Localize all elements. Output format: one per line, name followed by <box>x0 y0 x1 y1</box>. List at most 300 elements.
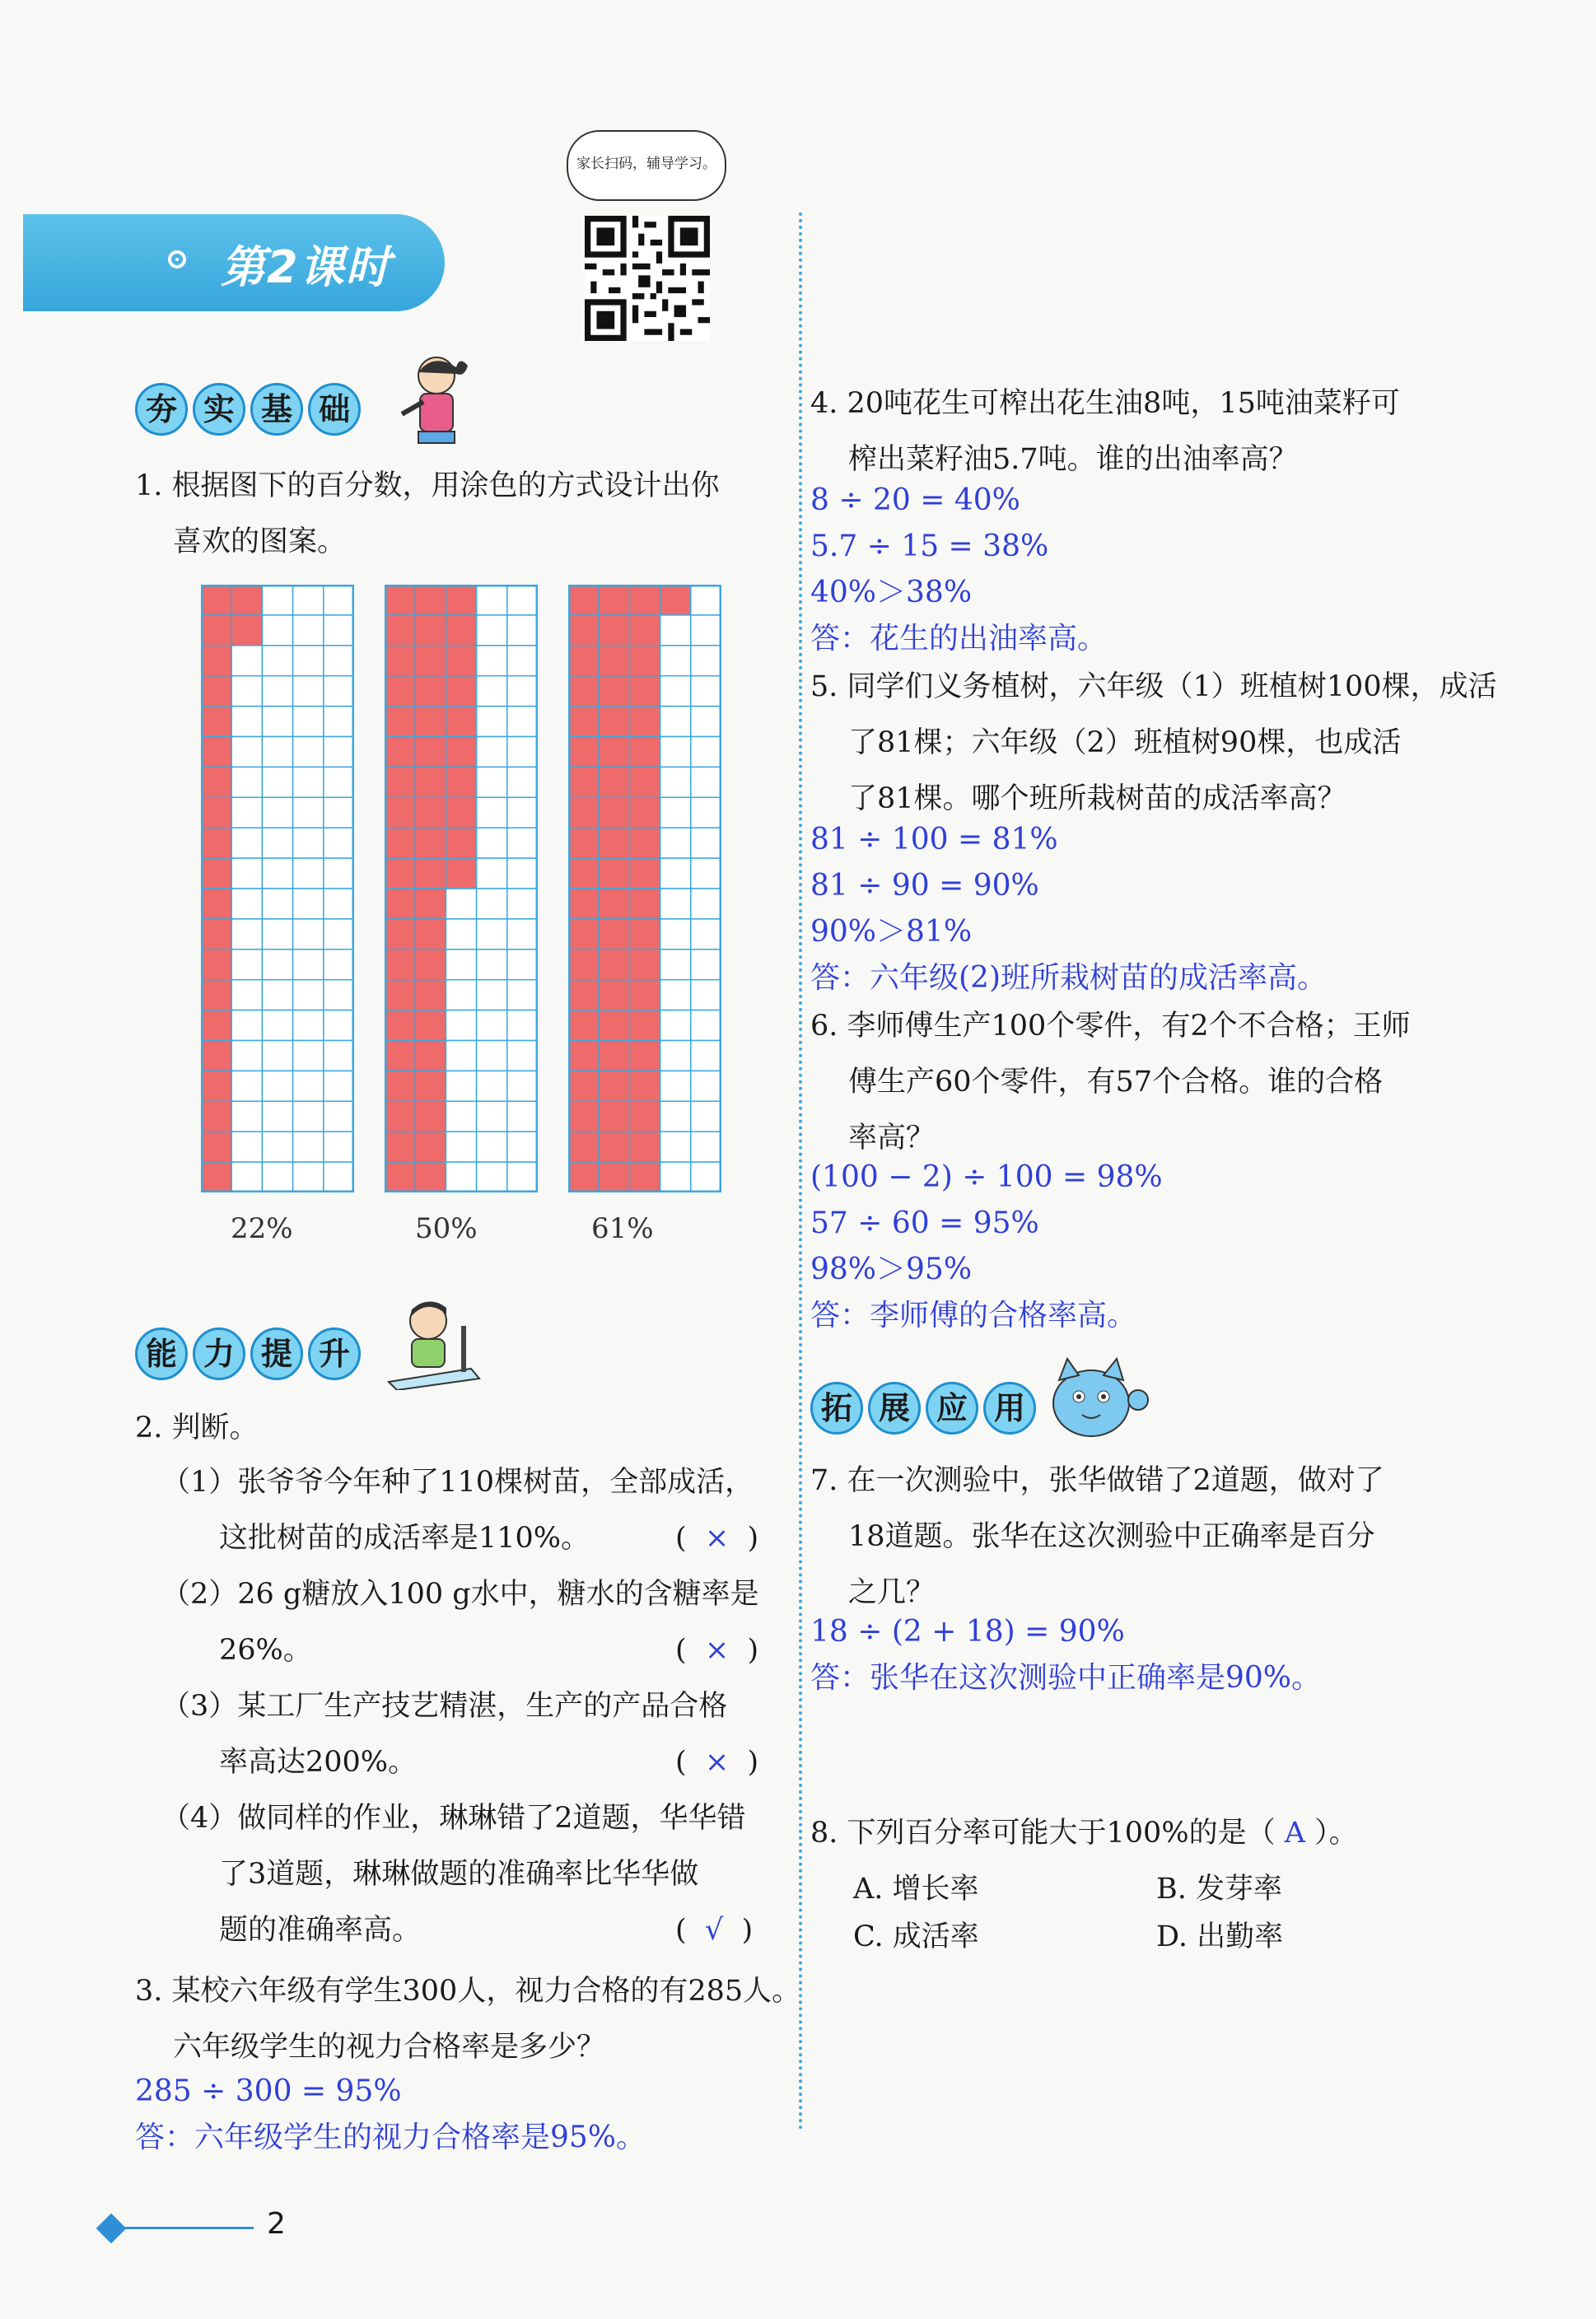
empty-cell <box>691 1041 721 1071</box>
empty-cell <box>477 980 507 1010</box>
empty-cell <box>660 828 691 858</box>
filled-cell <box>629 858 660 889</box>
filled-cell <box>629 676 660 707</box>
empty-cell <box>477 858 507 889</box>
filled-cell <box>629 646 660 676</box>
q2-mark-1: ( × ) <box>675 1522 759 1555</box>
percent-grid-22 <box>201 585 354 1192</box>
filled-cell <box>629 889 660 919</box>
empty-cell <box>293 615 324 646</box>
empty-cell <box>477 676 507 707</box>
badge-char: 应 <box>926 1382 978 1435</box>
q2-item-text: 率高达200%。 <box>219 1746 418 1779</box>
filled-cell <box>415 889 446 919</box>
empty-cell <box>660 767 691 797</box>
filled-cell <box>415 1162 446 1192</box>
empty-cell <box>231 919 262 950</box>
empty-cell <box>324 615 354 646</box>
filled-cell <box>446 585 476 615</box>
filled-cell <box>201 767 231 797</box>
filled-cell <box>385 1010 415 1041</box>
q3-answer: 285 ÷ 300 = 95% <box>135 2074 402 2108</box>
q4-text: 4. 20吨花生可榨出花生油8吨，15吨油菜籽可 <box>810 387 1400 420</box>
empty-cell <box>477 767 507 797</box>
empty-cell <box>231 889 262 919</box>
filled-cell <box>599 1041 629 1071</box>
q8-stem-end: ）。 <box>1314 1817 1358 1850</box>
filled-cell <box>599 980 629 1010</box>
empty-cell <box>507 1071 538 1101</box>
empty-cell <box>691 858 721 889</box>
empty-cell <box>446 950 476 980</box>
empty-cell <box>477 1010 507 1041</box>
filled-cell <box>415 737 446 768</box>
empty-cell <box>507 828 538 858</box>
q5-answer: 答：六年级(2)班所栽树苗的成活率高。 <box>810 961 1327 995</box>
filled-cell <box>385 737 415 768</box>
filled-cell <box>599 1010 629 1041</box>
filled-cell <box>446 737 476 768</box>
empty-cell <box>231 707 262 737</box>
filled-cell <box>415 797 446 828</box>
filled-cell <box>629 1132 660 1162</box>
empty-cell <box>691 646 721 676</box>
empty-cell <box>262 1101 292 1132</box>
filled-cell <box>201 980 231 1010</box>
filled-cell <box>660 585 691 615</box>
q2-item-text: 26%。 <box>219 1634 312 1667</box>
q5-answer: 81 ÷ 90 = 90% <box>810 869 1039 903</box>
filled-cell <box>568 615 599 646</box>
filled-cell <box>599 858 629 889</box>
q2-item-text: （2）26 g糖放入100 g水中，糖水的含糖率是 <box>161 1578 759 1611</box>
filled-cell <box>385 585 415 615</box>
empty-cell <box>477 950 507 980</box>
empty-cell <box>507 1162 538 1192</box>
filled-cell <box>629 1101 660 1132</box>
filled-cell <box>599 767 629 797</box>
q4-answer: 5.7 ÷ 15 = 38% <box>810 530 1049 563</box>
q2-item-text: （1）张爷爷今年种了110棵树苗，全部成活， <box>161 1466 754 1499</box>
filled-cell <box>629 707 660 737</box>
filled-cell <box>568 707 599 737</box>
filled-cell <box>385 646 415 676</box>
filled-cell <box>201 1071 231 1101</box>
filled-cell <box>385 1071 415 1101</box>
filled-cell <box>599 1101 629 1132</box>
empty-cell <box>477 707 507 737</box>
badge-char: 基 <box>250 383 303 436</box>
empty-cell <box>660 797 691 828</box>
empty-cell <box>507 615 538 646</box>
empty-cell <box>446 1041 476 1071</box>
empty-cell <box>477 1101 507 1132</box>
empty-cell <box>293 797 324 828</box>
empty-cell <box>262 1132 292 1162</box>
filled-cell <box>385 919 415 950</box>
empty-cell <box>262 707 292 737</box>
empty-cell <box>691 615 721 646</box>
cat-mascot-icon <box>1046 1354 1153 1444</box>
empty-cell <box>507 676 538 707</box>
filled-cell <box>385 767 415 797</box>
empty-cell <box>477 797 507 828</box>
empty-cell <box>324 828 354 858</box>
q6-answer: 98%＞95% <box>810 1253 973 1286</box>
empty-cell <box>507 707 538 737</box>
q3-answer: 答：六年级学生的视力合格率是95%。 <box>135 2121 646 2154</box>
empty-cell <box>691 980 721 1010</box>
filled-cell <box>201 1162 231 1192</box>
empty-cell <box>262 646 292 676</box>
empty-cell <box>660 737 691 768</box>
q2-mark-3: ( × ) <box>675 1746 759 1779</box>
filled-cell <box>415 858 446 889</box>
q6-text: 6. 李师傅生产100个零件，有2个不合格；王师 <box>810 1010 1411 1043</box>
q1-text: 喜欢的图案。 <box>173 525 347 558</box>
filled-cell <box>385 1041 415 1071</box>
filled-cell <box>629 919 660 950</box>
filled-cell <box>201 950 231 980</box>
empty-cell <box>324 646 354 676</box>
empty-cell <box>324 707 354 737</box>
filled-cell <box>568 1071 599 1101</box>
filled-cell <box>201 797 231 828</box>
empty-cell <box>293 585 324 615</box>
filled-cell <box>385 1101 415 1132</box>
filled-cell <box>415 1041 446 1071</box>
empty-cell <box>262 797 292 828</box>
badge-char: 实 <box>193 383 245 436</box>
q2-item-text: 了3道题，琳琳做题的准确率比华华做 <box>219 1858 699 1891</box>
empty-cell <box>293 1041 324 1071</box>
filled-cell <box>568 1132 599 1162</box>
empty-cell <box>324 1041 354 1071</box>
filled-cell <box>599 1162 629 1192</box>
empty-cell <box>691 585 721 615</box>
empty-cell <box>324 889 354 919</box>
filled-cell <box>568 676 599 707</box>
empty-cell <box>293 1162 324 1192</box>
filled-cell <box>415 1010 446 1041</box>
lesson-banner <box>23 214 445 311</box>
empty-cell <box>507 646 538 676</box>
section-extend-badge <box>810 1382 1036 1435</box>
badge-char: 能 <box>135 1327 188 1380</box>
empty-cell <box>507 858 538 889</box>
grid-label: 61% <box>591 1212 654 1245</box>
filled-cell <box>201 858 231 889</box>
q2-title: 2. 判断。 <box>135 1411 259 1444</box>
q8-stem <box>810 1805 1358 1861</box>
empty-cell <box>507 950 538 980</box>
empty-cell <box>691 1162 721 1192</box>
empty-cell <box>324 737 354 768</box>
filled-cell <box>385 1162 415 1192</box>
empty-cell <box>660 707 691 737</box>
filled-cell <box>385 950 415 980</box>
filled-cell <box>599 797 629 828</box>
filled-cell <box>415 1071 446 1101</box>
judgement-mark: √ <box>704 1914 724 1947</box>
filled-cell <box>568 950 599 980</box>
empty-cell <box>231 1162 262 1192</box>
q5-text: 了81棵；六年级（2）班植树90棵，也成活 <box>848 726 1402 759</box>
empty-cell <box>660 919 691 950</box>
empty-cell <box>477 828 507 858</box>
column-divider <box>799 212 802 2131</box>
empty-cell <box>507 1101 538 1132</box>
filled-cell <box>201 889 231 919</box>
filled-cell <box>446 646 476 676</box>
q3-text: 3. 某校六年级有学生300人，视力合格的有285人。 <box>135 1975 801 2008</box>
empty-cell <box>324 919 354 950</box>
filled-cell <box>568 919 599 950</box>
empty-cell <box>324 767 354 797</box>
empty-cell <box>507 767 538 797</box>
empty-cell <box>293 646 324 676</box>
q2-item-text: 这批树苗的成活率是110%。 <box>219 1522 590 1555</box>
boy-studying-icon <box>380 1293 486 1390</box>
empty-cell <box>324 1101 354 1132</box>
empty-cell <box>477 1071 507 1101</box>
empty-cell <box>446 980 476 1010</box>
badge-char: 升 <box>308 1327 361 1380</box>
filled-cell <box>446 615 476 646</box>
filled-cell <box>599 676 629 707</box>
filled-cell <box>446 707 476 737</box>
filled-cell <box>629 585 660 615</box>
empty-cell <box>507 980 538 1010</box>
filled-cell <box>568 1010 599 1041</box>
judgement-mark: × <box>704 1522 730 1555</box>
empty-cell <box>324 585 354 615</box>
filled-cell <box>201 615 231 646</box>
empty-cell <box>231 980 262 1010</box>
filled-cell <box>629 1071 660 1101</box>
empty-cell <box>691 797 721 828</box>
q4-answer: 答：花生的出油率高。 <box>810 622 1108 656</box>
filled-cell <box>415 828 446 858</box>
empty-cell <box>324 1010 354 1041</box>
badge-char: 拓 <box>810 1382 863 1435</box>
empty-cell <box>262 858 292 889</box>
q5-answer: 81 ÷ 100 = 81% <box>810 823 1058 856</box>
empty-cell <box>324 980 354 1010</box>
empty-cell <box>293 707 324 737</box>
empty-cell <box>293 1071 324 1101</box>
footer-line <box>122 2227 254 2229</box>
filled-cell <box>201 1041 231 1071</box>
empty-cell <box>231 1071 262 1101</box>
filled-cell <box>568 585 599 615</box>
empty-cell <box>507 797 538 828</box>
empty-cell <box>324 858 354 889</box>
filled-cell <box>599 889 629 919</box>
empty-cell <box>477 1041 507 1071</box>
empty-cell <box>262 1041 292 1071</box>
filled-cell <box>201 676 231 707</box>
empty-cell <box>262 980 292 1010</box>
empty-cell <box>324 1132 354 1162</box>
badge-char: 力 <box>193 1327 245 1380</box>
empty-cell <box>262 919 292 950</box>
empty-cell <box>231 828 262 858</box>
filled-cell <box>599 828 629 858</box>
empty-cell <box>691 1132 721 1162</box>
empty-cell <box>660 858 691 889</box>
q7-text: 7. 在一次测验中，张华做错了2道题，做对了 <box>810 1464 1384 1497</box>
grid-label: 22% <box>231 1212 293 1245</box>
empty-cell <box>231 1010 262 1041</box>
filled-cell <box>385 889 415 919</box>
empty-cell <box>262 737 292 768</box>
girl-writing-icon <box>385 349 476 448</box>
empty-cell <box>262 828 292 858</box>
filled-cell <box>446 828 476 858</box>
q2-item-text: （3）某工厂生产技艺精湛，生产的产品合格 <box>161 1690 728 1723</box>
filled-cell <box>629 950 660 980</box>
q3-text: 六年级学生的视力合格率是多少？ <box>173 2031 606 2064</box>
filled-cell <box>385 858 415 889</box>
empty-cell <box>477 646 507 676</box>
empty-cell <box>324 1162 354 1192</box>
filled-cell <box>385 707 415 737</box>
badge-char: 展 <box>868 1382 921 1435</box>
q8-option-c: C. 成活率 <box>853 1920 979 1953</box>
q7-text: 18道题。张华在这次测验中正确率是百分 <box>848 1520 1375 1553</box>
filled-cell <box>568 980 599 1010</box>
judgement-mark: × <box>704 1746 730 1779</box>
filled-cell <box>415 615 446 646</box>
empty-cell <box>477 1132 507 1162</box>
filled-cell <box>201 737 231 768</box>
q5-answer: 90%＞81% <box>810 915 973 949</box>
empty-cell <box>660 980 691 1010</box>
lesson-title: 第2课时 <box>221 241 392 293</box>
empty-cell <box>446 1162 476 1192</box>
filled-cell <box>201 828 231 858</box>
filled-cell <box>415 980 446 1010</box>
section-ability-badge <box>135 1327 361 1380</box>
empty-cell <box>293 1010 324 1041</box>
empty-cell <box>446 889 476 919</box>
empty-cell <box>477 1162 507 1192</box>
empty-cell <box>477 737 507 768</box>
empty-cell <box>446 1132 476 1162</box>
empty-cell <box>231 767 262 797</box>
empty-cell <box>231 1041 262 1071</box>
filled-cell <box>629 737 660 768</box>
empty-cell <box>231 797 262 828</box>
q6-answer: 57 ÷ 60 = 95% <box>810 1206 1039 1240</box>
empty-cell <box>446 1010 476 1041</box>
empty-cell <box>324 797 354 828</box>
empty-cell <box>691 1010 721 1041</box>
filled-cell <box>385 676 415 707</box>
q2-mark-2: ( × ) <box>675 1634 759 1667</box>
filled-cell <box>599 737 629 768</box>
empty-cell <box>446 919 476 950</box>
empty-cell <box>262 767 292 797</box>
empty-cell <box>691 737 721 768</box>
filled-cell <box>415 919 446 950</box>
empty-cell <box>507 737 538 768</box>
empty-cell <box>324 676 354 707</box>
empty-cell <box>324 950 354 980</box>
filled-cell <box>629 980 660 1010</box>
filled-cell <box>599 919 629 950</box>
empty-cell <box>293 676 324 707</box>
q6-text: 率高？ <box>848 1122 936 1155</box>
filled-cell <box>415 1132 446 1162</box>
filled-cell <box>599 585 629 615</box>
filled-cell <box>201 585 231 615</box>
q8-answer: A <box>1284 1817 1306 1850</box>
empty-cell <box>231 676 262 707</box>
filled-cell <box>446 676 476 707</box>
judgement-mark: × <box>704 1634 730 1667</box>
filled-cell <box>446 797 476 828</box>
filled-cell <box>599 707 629 737</box>
empty-cell <box>262 585 292 615</box>
filled-cell <box>201 1010 231 1041</box>
empty-cell <box>660 1010 691 1041</box>
empty-cell <box>446 1071 476 1101</box>
filled-cell <box>201 1132 231 1162</box>
empty-cell <box>691 889 721 919</box>
filled-cell <box>568 1101 599 1132</box>
empty-cell <box>660 1071 691 1101</box>
q8-option-b: B. 发芽率 <box>1156 1873 1282 1906</box>
filled-cell <box>568 646 599 676</box>
filled-cell <box>599 646 629 676</box>
empty-cell <box>293 737 324 768</box>
filled-cell <box>201 919 231 950</box>
empty-cell <box>477 615 507 646</box>
filled-cell <box>415 767 446 797</box>
filled-cell <box>629 828 660 858</box>
filled-cell <box>599 615 629 646</box>
empty-cell <box>507 1132 538 1162</box>
empty-cell <box>507 1041 538 1071</box>
empty-cell <box>293 1101 324 1132</box>
empty-cell <box>293 980 324 1010</box>
filled-cell <box>568 767 599 797</box>
empty-cell <box>231 1132 262 1162</box>
badge-char: 夯 <box>135 383 188 436</box>
empty-cell <box>231 858 262 889</box>
filled-cell <box>415 1101 446 1132</box>
filled-cell <box>629 797 660 828</box>
empty-cell <box>262 1010 292 1041</box>
empty-cell <box>293 828 324 858</box>
q6-text: 傅生产60个零件，有57个合格。谁的合格 <box>848 1066 1384 1099</box>
qr-code-icon <box>585 216 710 341</box>
filled-cell <box>385 980 415 1010</box>
empty-cell <box>691 707 721 737</box>
q7-answer: 18 ÷ (2 + 18) = 90% <box>810 1615 1125 1649</box>
q8-option-d: D. 出勤率 <box>1156 1920 1284 1953</box>
filled-cell <box>415 585 446 615</box>
filled-cell <box>629 615 660 646</box>
empty-cell <box>293 919 324 950</box>
empty-cell <box>293 950 324 980</box>
q7-answer: 答：张华在这次测验中正确率是90%。 <box>810 1661 1322 1695</box>
empty-cell <box>660 646 691 676</box>
filled-cell <box>629 1041 660 1071</box>
empty-cell <box>231 737 262 768</box>
